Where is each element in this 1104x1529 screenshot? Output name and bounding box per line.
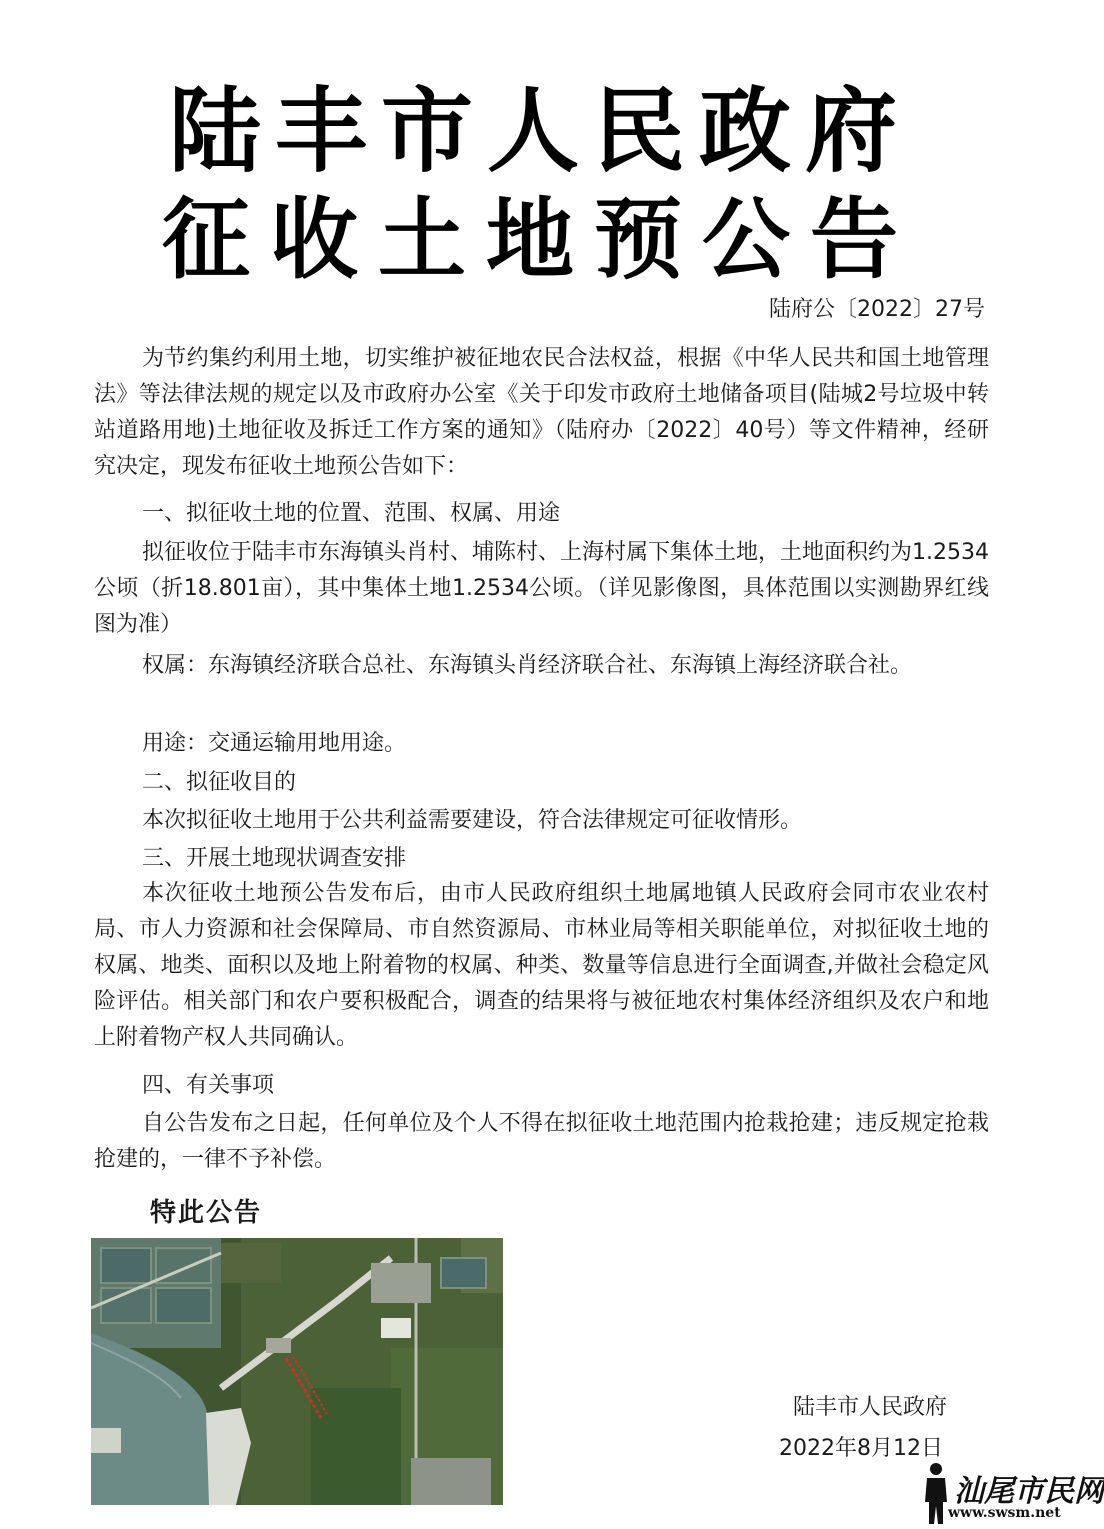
section-4-heading: 四、有关事项 <box>142 1073 275 1098</box>
title-line-1: 陆丰市人民政府 <box>168 77 911 185</box>
watermark-text: 汕尾市民网 <box>954 1474 1104 1509</box>
section-1-ownership: 权属：东海镇经济联合总社、东海镇头肖经济联合社、东海镇上海经济联合社。 <box>142 653 913 678</box>
satellite-image <box>91 1238 503 1505</box>
intro-paragraph: 为节约集约利用土地，切实维护被征地农民合法权益，根据《中华人民共和国土地管理法》等法律法规的规定以及市政府办公室《关于印发市政府土地储备项目(陆城2号垃圾中转站道路用地)土地征收及拆迁工作方案的通知》（陆府办〔2022〕40号）等文件精神，经研究决定，现发布征收土地预公告如下： <box>94 346 989 479</box>
section-3-heading: 三、开展土地现状调查安排 <box>142 846 407 871</box>
watermark-url: www.swsm.net <box>948 1505 1061 1521</box>
signature-date: 2022年8月12日 <box>779 1436 943 1461</box>
section-2-heading: 二、拟征收目的 <box>142 770 297 795</box>
section-1-location: 拟征收位于陆丰市东海镇头肖村、埔陈村、上海村属下集体土地，土地面积约为1.2534公顷（折18.801亩），其中集体土地1.2534公顷。（详见影像图，具体范围以实测勘界红线图为准） <box>94 540 989 637</box>
section-3-text: 本次征收土地预公告发布后，由市人民政府组织土地属地镇人民政府会同市农业农村局、市人力资源和社会保障局、市自然资源局、市林业局等相关职能单位，对拟征收土地的权属、地类、面积以及地上附着物的权属、种类、数量等信息进行全面调查,并做社会稳定风险评估。相关部门和农户要积极配合，调查的结果将与被征地农村集体经济组织及农户和地上附着物产权人共同确认。 <box>94 881 989 1050</box>
signature-organization: 陆丰市人民政府 <box>793 1395 948 1420</box>
document-number: 陆府公〔2022〕27号 <box>769 297 985 322</box>
section-1-heading: 一、拟征收土地的位置、范围、权属、用途 <box>142 501 561 526</box>
closing-statement: 特此公告 <box>150 1198 263 1228</box>
title-line-2: 征收土地预公告 <box>161 187 918 291</box>
section-2-text: 本次拟征收土地用于公共利益需要建设，符合法律规定可征收情形。 <box>142 808 803 833</box>
section-4-text: 自公告发布之日起，任何单位及个人不得在拟征收土地范围内抢栽抢建；违反规定抢栽抢建的，一律不予补偿。 <box>94 1111 989 1172</box>
section-1-use: 用途：交通运输用地用途。 <box>142 731 407 756</box>
